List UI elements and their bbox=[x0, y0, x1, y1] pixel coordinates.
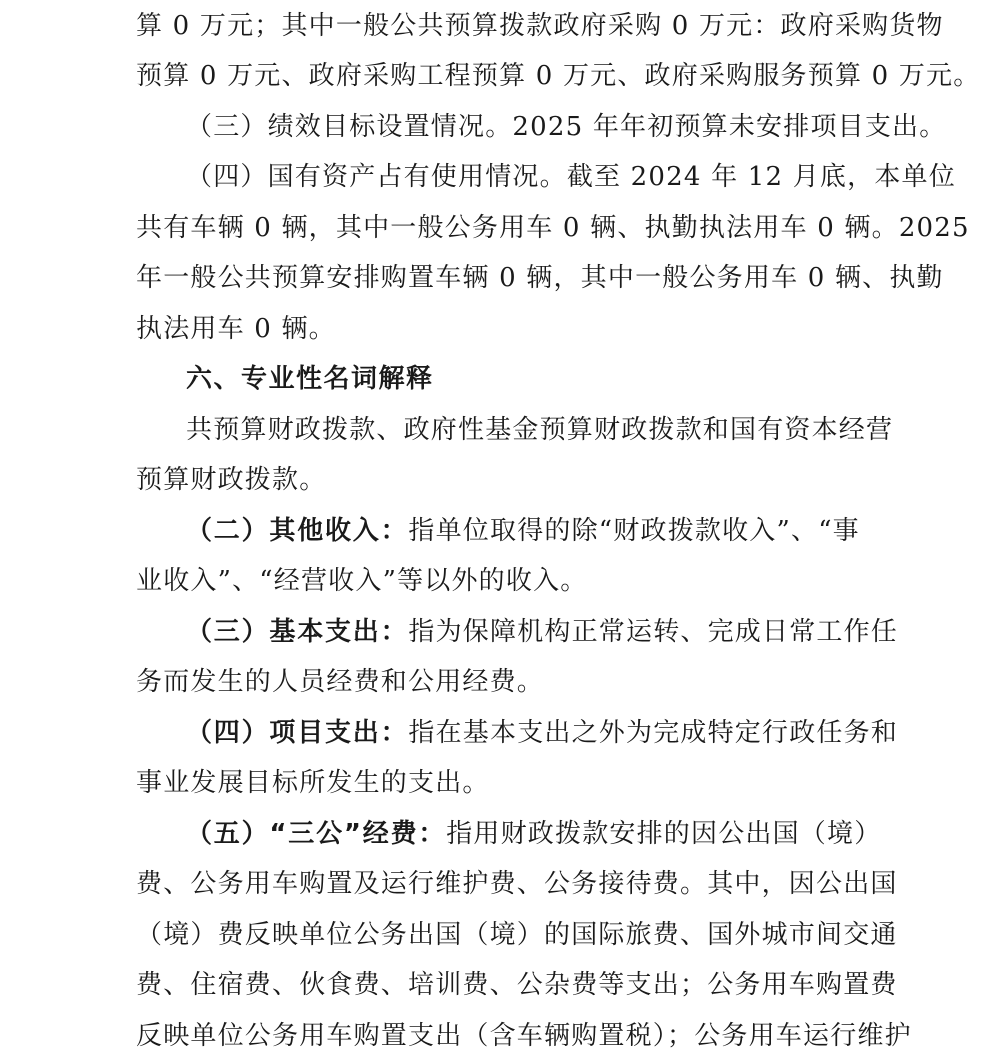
text-run: 共预算财政拨款、政府性基金预算财政拨款和国有资本经营 bbox=[186, 415, 894, 445]
text-line bbox=[186, 110, 946, 144]
text-line bbox=[186, 514, 946, 548]
text-run: 预算财政拨款。 bbox=[136, 465, 327, 495]
text-line bbox=[186, 413, 946, 447]
term-label: （四）项目支出： bbox=[186, 718, 409, 748]
text-line bbox=[186, 716, 946, 750]
text-run: 事业发展目标所发生的支出。 bbox=[136, 768, 490, 798]
text-run: 预算 0 万元、政府采购工程预算 0 万元、政府采购服务预算 0 万元。 bbox=[136, 61, 981, 91]
text-run: 指用财政拨款安排的因公出国（境） bbox=[446, 819, 882, 849]
text-line bbox=[186, 160, 956, 194]
text-run: 指单位取得的除“财政拨款收入”、“事 bbox=[408, 516, 860, 546]
text-run: 费、公务用车购置及运行维护费、公务接待费。其中，因公出国 bbox=[136, 869, 898, 899]
text-run: 务而发生的人员经费和公用经费。 bbox=[136, 667, 545, 697]
text-run: 业收入”、“经营收入”等以外的收入。 bbox=[136, 566, 588, 596]
text-run: （三）绩效目标设置情况。 bbox=[186, 112, 513, 142]
term-label: （三）基本支出： bbox=[186, 617, 409, 647]
text-run: 年一般公共预算安排购置车辆 0 辆，其中一般公务用车 0 辆、执勤 bbox=[136, 263, 944, 293]
text-run: 算 0 万元；其中一般公共预算拨款政府采购 0 万元：政府采购货物 bbox=[136, 11, 944, 41]
text-line bbox=[136, 564, 896, 598]
text-run: （四）国有资产占有使用情况。 bbox=[186, 162, 567, 192]
text-line bbox=[136, 9, 944, 43]
text-run: 2025 年年初预算未安排项目支出。 bbox=[512, 112, 947, 142]
text-line bbox=[136, 312, 896, 346]
text-line bbox=[136, 665, 896, 699]
text-line bbox=[136, 1019, 912, 1053]
text-line bbox=[186, 615, 946, 649]
text-run: 截至 2024 年 12 月底，本单位 bbox=[566, 162, 956, 192]
text-run: 指为保障机构正常运转、完成日常工作任 bbox=[408, 617, 899, 647]
text-run: 费、住宿费、伙食费、培训费、公杂费等支出；公务用车购置费 bbox=[136, 970, 898, 1000]
term-label: （五）“三公”经费： bbox=[186, 819, 447, 849]
text-run: （境）费反映单位公务出国（境）的国际旅费、国外城市间交通 bbox=[136, 920, 898, 950]
text-line bbox=[186, 817, 946, 851]
text-line bbox=[136, 968, 896, 1002]
heading-text: 六、专业性名词解释 bbox=[186, 364, 434, 394]
text-line bbox=[136, 867, 896, 901]
text-run: 反映单位公务用车购置支出（含车辆购置税）；公务用车运行维护 bbox=[136, 1021, 912, 1051]
text-run: 共有车辆 0 辆，其中一般公务用车 0 辆、执勤执法用车 0 辆。2025 bbox=[136, 213, 970, 243]
text-line bbox=[136, 766, 896, 800]
text-line bbox=[136, 261, 944, 295]
text-run: 执法用车 0 辆。 bbox=[136, 314, 336, 344]
text-line bbox=[136, 59, 981, 93]
text-line bbox=[136, 918, 896, 952]
text-run: 指在基本支出之外为完成特定行政任务和 bbox=[408, 718, 899, 748]
term-label: （二）其他收入： bbox=[186, 516, 409, 546]
section-heading bbox=[186, 362, 946, 396]
text-line bbox=[136, 211, 970, 245]
text-line bbox=[136, 463, 896, 497]
